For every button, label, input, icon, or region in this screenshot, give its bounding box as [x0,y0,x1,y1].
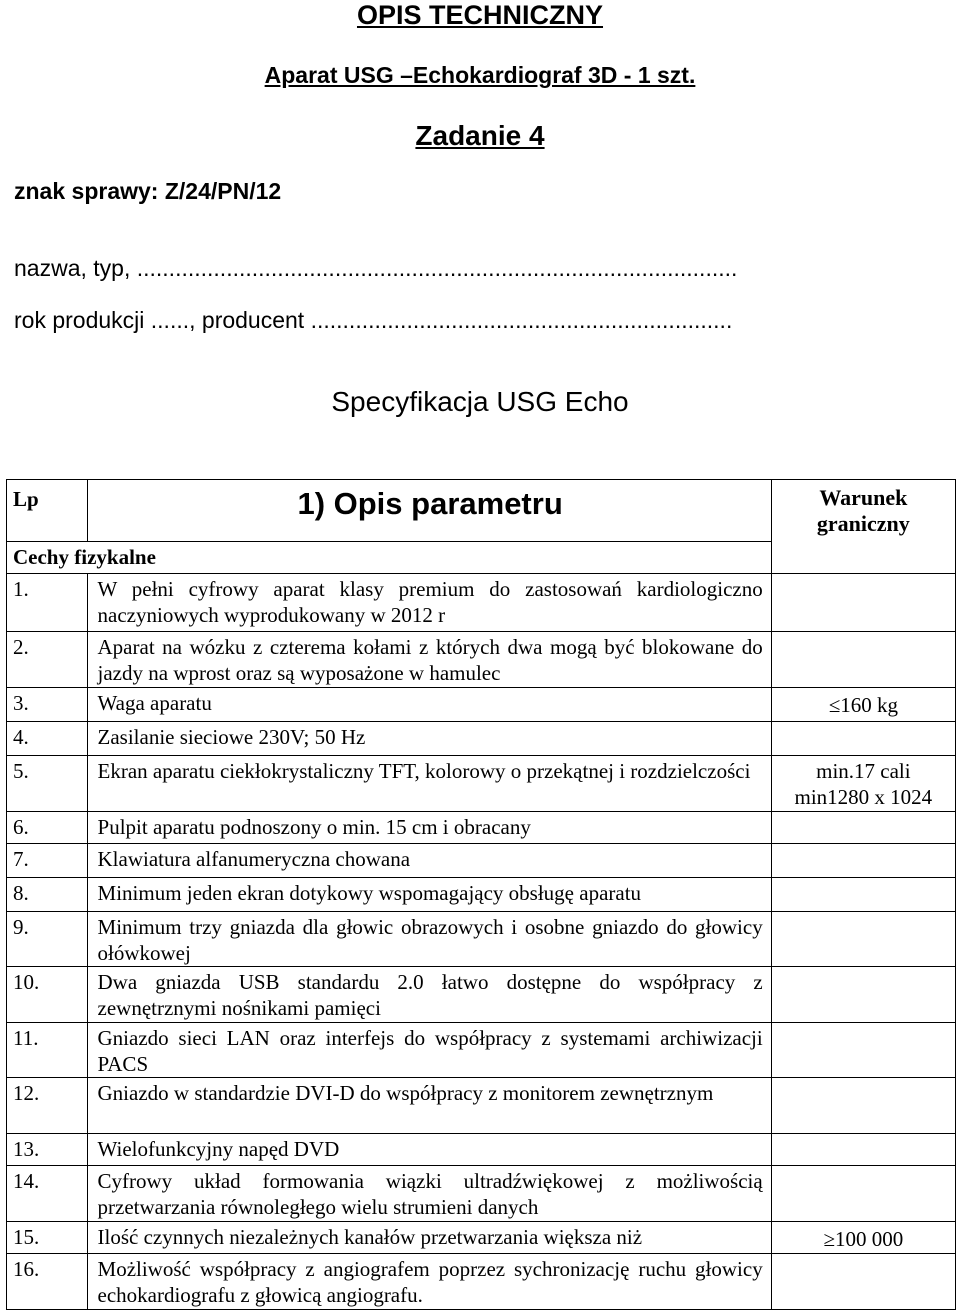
row-description: Minimum jeden ekran dotykowy wspomagający obsługę aparatu [87,878,771,912]
row-description: Zasilanie sieciowe 230V; 50 Hz [87,722,771,756]
table-row [7,1222,956,1254]
table-header-row [7,480,956,542]
row-condition [771,812,955,844]
table-row [7,632,956,688]
row-condition [771,912,955,967]
row-number: 8. [7,878,88,912]
task-label: Zadanie 4 [415,120,545,151]
row-condition: min.17 cali min1280 x 1024 [771,756,955,812]
table-row [7,878,956,912]
row-condition [771,878,955,912]
row-condition [771,1078,955,1134]
row-description: Pulpit aparatu podnoszony o min. 15 cm i obracany [87,812,771,844]
row-description: Minimum trzy gniazda dla głowic obrazowych i osobne gniazdo do głowicy ołówkowej [87,912,771,967]
row-number: 13. [7,1134,88,1166]
year-producer-line: rok produkcji ......, producent .................................................................. [14,307,733,333]
row-condition: ≤160 kg [771,688,955,722]
row-condition [771,844,955,878]
row-number: 10. [7,967,88,1023]
row-number: 7. [7,844,88,878]
table-row [7,844,956,878]
row-description: Gniazdo sieci LAN oraz interfejs do współpracy z systemami archiwizacji PACS [87,1023,771,1078]
row-number: 15. [7,1222,88,1254]
col-cond-header [771,480,955,574]
row-description: Waga aparatu [87,688,771,722]
row-number: 12. [7,1078,88,1134]
row-number: 3. [7,688,88,722]
row-condition [771,1254,955,1310]
row-description: Dwa gniazda USB standardu 2.0 łatwo dostępne do współpracy z zewnętrznymi nośnikami pamięci [87,967,771,1023]
row-condition [771,967,955,1023]
row-number: 1. [7,574,88,632]
row-number: 16. [7,1254,88,1310]
row-description: Możliwość współpracy z angiografem poprzez sychronizację ruchu głowicy echokardiografu z głowicą angiografu. [87,1254,771,1310]
row-condition [771,632,955,688]
row-number: 4. [7,722,88,756]
row-number: 2. [7,632,88,688]
row-description: Cyfrowy układ formowania wiązki ultradźwiękowej z możliwością przetwarzania równoległego wielu strumieni danych [87,1166,771,1222]
spec-title: Specyfikacja USG Echo [331,386,629,417]
table-row [7,1254,956,1310]
table-row [7,756,956,812]
table-row [7,1166,956,1222]
table-row [7,812,956,844]
row-number: 9. [7,912,88,967]
document-title: OPIS TECHNICZNY [356,0,604,30]
row-description: Ilość czynnych niezależnych kanałów przetwarzania większa niż [87,1222,771,1254]
spec-table [6,479,956,1310]
table-row [7,967,956,1023]
row-number: 14. [7,1166,88,1222]
row-description: Ekran aparatu ciekłokrystaliczny TFT, kolorowy o przekątnej i rozdzielczości [87,756,771,812]
row-number: 11. [7,1023,88,1078]
row-number: 5. [7,756,88,812]
col-desc-header: 1) Opis parametru [87,480,771,542]
row-condition [771,722,955,756]
col-cond-header-line1: Warunek [819,485,908,510]
row-condition [771,1134,955,1166]
table-row [7,688,956,722]
row-condition: ≥100 000 [771,1222,955,1254]
row-condition [771,1166,955,1222]
document-subtitle: Aparat USG –Echokardiograf 3D - 1 szt. [264,62,696,88]
row-description: Aparat na wózku z czterema kołami z których dwa mogą być blokowane do jazdy na wprost oraz są wyposażone w hamulec [87,632,771,688]
row-description: Wielofunkcyjny napęd DVD [87,1134,771,1166]
table-row [7,1134,956,1166]
row-description: W pełni cyfrowy aparat klasy premium do zastosowań kardiologiczno naczyniowych wyprodukowany w 2012 r [87,574,771,632]
table-row [7,1078,956,1134]
case-number: znak sprawy: Z/24/PN/12 [14,178,282,204]
row-description: Klawiatura alfanumeryczna chowana [87,844,771,878]
row-condition [771,574,955,632]
col-lp-header: Lp [7,480,88,542]
col-cond-header-line2: graniczny [816,511,910,536]
name-type-line: nazwa, typ, .............................................................................................. [14,255,738,281]
table-row [7,574,956,632]
row-description: Gniazdo w standardzie DVI-D do współpracy z monitorem zewnętrznym [87,1078,771,1134]
row-number: 6. [7,812,88,844]
table-row [7,912,956,967]
section-label: Cechy fizykalne [7,542,772,574]
row-condition [771,1023,955,1078]
table-row [7,722,956,756]
table-row [7,1023,956,1078]
